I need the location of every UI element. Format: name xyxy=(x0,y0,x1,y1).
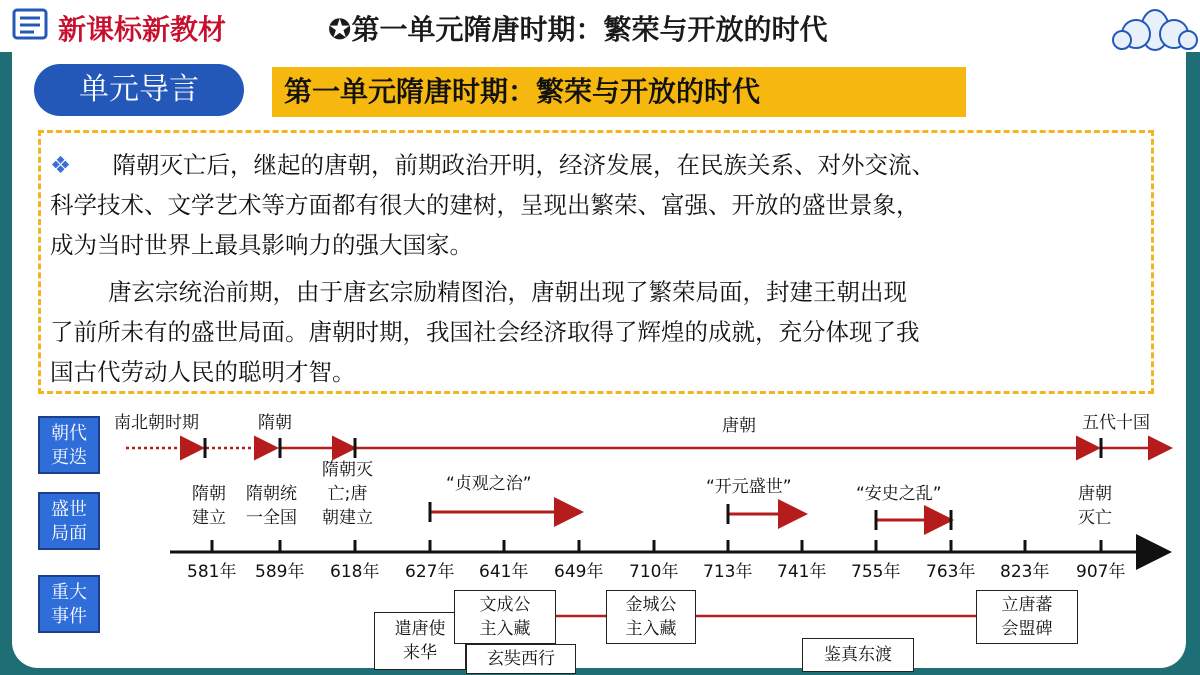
milestone-tang-fall: 唐朝 灭亡 xyxy=(1078,484,1112,528)
year-label: 907年 xyxy=(1076,562,1126,582)
label-major-events-text: 重大 事件 xyxy=(51,582,87,627)
dynasty-wudai: 五代十国 xyxy=(1082,413,1150,433)
event-envoys: 遣唐使 来华 xyxy=(374,612,466,670)
intro-line-2: 科学技术、文学艺术等方面都有很大的建树，呈现出繁荣、富强、开放的盛世景象， xyxy=(50,191,920,219)
intro-line-4: 唐玄宗统治前期，由于唐玄宗励精图治，唐朝出现了繁荣局面，封建王朝出现 xyxy=(108,278,907,306)
year-label: 710年 xyxy=(629,562,679,582)
event-tubo-stele: 立唐蕃 会盟碑 xyxy=(976,590,1078,644)
intro-line-6: 国古代劳动人民的聪明才智。 xyxy=(50,358,356,386)
lotus-decoration-icon xyxy=(1112,0,1198,52)
event-wencheng: 文成公 主入藏 xyxy=(454,590,556,644)
year-label: 589年 xyxy=(255,562,305,582)
brand-title: 新课标新教材 xyxy=(58,13,227,46)
book-logo-icon xyxy=(10,4,50,44)
intro-text: 隋朝灭亡后，继起的唐朝，前期政治开明，经济发展，在民族关系、对外交流、 xyxy=(112,151,936,179)
year-label: 627年 xyxy=(405,562,455,582)
bullet-diamond-icon: ❖ xyxy=(50,151,72,179)
event-jianzhen: 鉴真东渡 xyxy=(802,638,914,672)
year-label: 649年 xyxy=(554,562,604,582)
dynasty-tang: 唐朝 xyxy=(722,416,756,436)
label-dynasty-change-text: 朝代 更迭 xyxy=(51,423,87,468)
dynasty-nanbei: 南北朝时期 xyxy=(114,413,199,433)
event-jincheng: 金城公 主入藏 xyxy=(606,590,696,644)
era-anshi: “安史之乱” xyxy=(856,484,942,504)
year-label: 618年 xyxy=(330,562,380,582)
intro-line-1 xyxy=(50,146,935,184)
era-zhenguan: “贞观之治” xyxy=(446,474,532,494)
year-label: 581年 xyxy=(187,562,237,582)
unit-intro-pill: 单元导言 xyxy=(34,64,244,116)
intro-line-3: 成为当时世界上最具影响力的强大国家。 xyxy=(50,231,473,259)
milestone-sui-founded: 隋朝 建立 xyxy=(192,484,226,528)
page-title: ✪第一单元隋唐时期：繁荣与开放的时代 xyxy=(328,13,828,46)
year-label: 713年 xyxy=(703,562,753,582)
year-label: 741年 xyxy=(777,562,827,582)
header-bar xyxy=(0,0,1200,52)
event-xuanzang: 玄奘西行 xyxy=(466,644,576,674)
intro-line-5: 了前所未有的盛世局面。唐朝时期，我国社会经济取得了辉煌的成就，充分体现了我 xyxy=(50,318,920,346)
year-label: 763年 xyxy=(926,562,976,582)
year-label: 755年 xyxy=(851,562,901,582)
milestone-tang-founded: 隋朝灭 亡;唐 朝建立 xyxy=(322,460,373,528)
year-label: 641年 xyxy=(479,562,529,582)
label-prosperity-text: 盛世 局面 xyxy=(51,499,87,544)
year-label: 823年 xyxy=(1000,562,1050,582)
unit-banner: 第一单元隋唐时期：繁荣与开放的时代 xyxy=(272,67,966,117)
dynasty-sui: 隋朝 xyxy=(258,413,292,433)
milestone-sui-unify: 隋朝统 一全国 xyxy=(246,484,297,528)
era-kaiyuan: “开元盛世” xyxy=(706,477,792,497)
